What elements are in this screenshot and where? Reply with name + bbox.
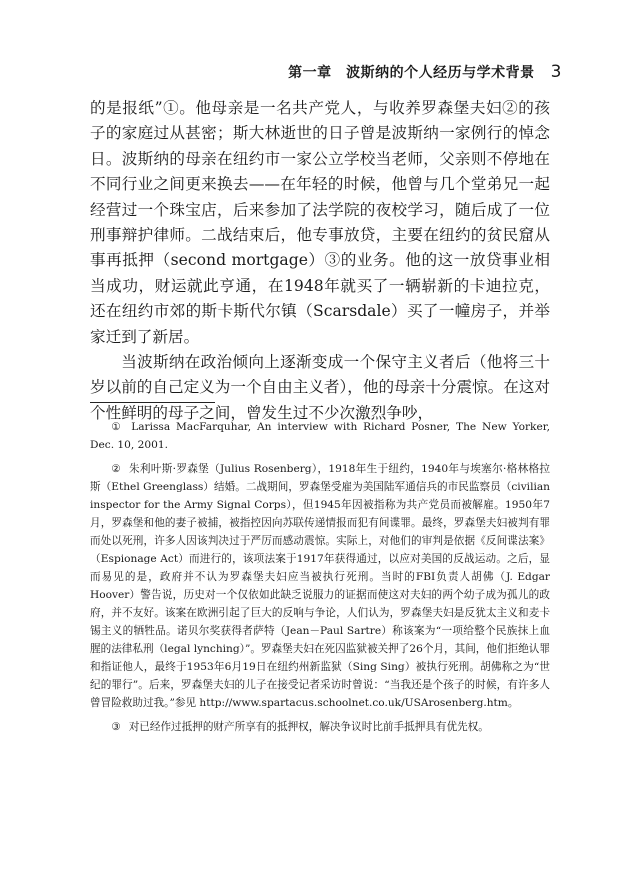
footnote-text: 朱利叶斯·罗森堡（Julius Rosenberg），1918年生于纽约，1940年与埃塞尔·格林格拉斯（Ethel Greenglass）结婚。二战期间，罗森堡受雇为美国陆军通信兵的市民监察员（civilian inspector for the Army Signal Corps），但1945年因被指称为共产党员而被解雇。1950年7月，罗森堡和他的妻子被捕，被指控因向苏联传递情报而犯有间谍罪。最终，罗森堡夫妇被判有罪而处以死刑，许多人因该判决过于严厉而感动震惊。实际上，对他们的审判是依据《反间谍法案》（Espionage Act）而进行的，该项法案于1917年获得通过，以应对美国的反战运动。之后，显而易见的是，政府并不认为罗森堡夫妇应当被执行死刑。当时的FBI负责人胡佛（J. Edgar Hoover）警告说，历史对一个仅依如此缺乏说服力的证据而使这对夫妇的两个幼子成为孤儿的政府，并不友好。该案在欧洲引起了巨大的反响与争论，人们认为，罗森堡夫妇是反犹太主义和麦卡锡主义的牺牲品。诺贝尔奖获得者萨特（Jean－Paul Sartre）称该案为“一项给整个民族抹上血腥的法律私刑（legal lynching）”。罗森堡夫妇在死囚监狱被关押了26个月，其间，他们拒绝认罪和指证他人，最终于1953年6月19日在纽约州新监狱（Sing Sing）被执行死刑。胡佛称之为“世纪的罪行”。后来，罗森堡夫妇的儿子在接受记者采访时曾说：“当我还是个孩子的时候，有许多人曾冒险救助过我。”参见 http://www.spartacus.schoolnet.co.uk/USArosenberg.htm。: [90, 463, 551, 709]
footnote-mark: ②: [111, 463, 122, 475]
paragraph-1: 的是报纸”①。他母亲是一名共产党人，与收养罗森堡夫妇②的孩子的家庭过从甚密；斯大林逝世的日子曾是波斯纳一家例行的悼念日。波斯纳的母亲在纽约市一家公立学校当老师，父亲则不停地在不同行业之间更来换去——在年轻的时候，他曾与几个堂弟兄一起经营过一个珠宝店，后来参加了法学院的夜校学习，随后成了一位刑事辩护律师。二战结束后，他专事放贷，主要在纽约的贫民窟从事再抵押（second mortgage）③的业务。他的这一放贷事业相当成功，财运就此亨通，在1948年就买了一辆崭新的卡迪拉克，还在纽约市郊的斯卡斯代尔镇（Scarsdale）买了一幢房子，并举家迁到了新居。: [90, 99, 550, 346]
footnote-1: [90, 418, 550, 454]
footnote-mark: ③: [111, 721, 121, 733]
paragraph-2: 当波斯纳在政治倾向上逐渐变成一个保守主义者后（他将三十岁以前的自己定义为一个自由主义者），他的母亲十分震惊。在这对个性鲜明的母子之间，曾发生过不少次激烈争吵，: [90, 353, 551, 422]
footnote-3: [90, 718, 550, 736]
footnote-divider: [90, 402, 215, 403]
footnote-text: Larissa MacFarquhar, An interview with Richard Posner, The New Yorker, Dec. 10, 2001.: [90, 421, 550, 451]
footnotes: [90, 418, 550, 742]
chapter-title: 第一章 波斯纳的个人经历与学术背景: [288, 65, 535, 81]
footnote-2: [90, 460, 550, 712]
page-number: 3: [550, 62, 562, 82]
running-header: [0, 62, 562, 82]
main-text: [90, 96, 550, 426]
footnote-mark: ①: [111, 421, 124, 433]
footnote-text: 对已经作过抵押的财产所享有的抵押权，解决争议时比前手抵押具有优先权。: [128, 721, 489, 733]
